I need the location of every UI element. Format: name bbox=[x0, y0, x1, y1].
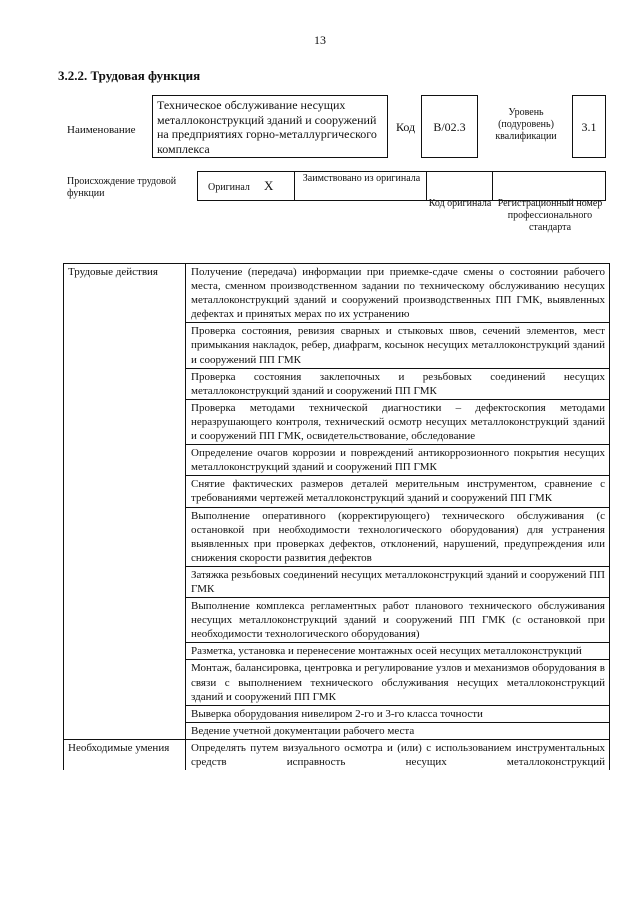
table-row bbox=[64, 264, 610, 323]
borrowed-cell bbox=[294, 171, 427, 201]
code-label: Код bbox=[396, 120, 416, 134]
skills-label: Необходимые умения bbox=[64, 739, 186, 770]
skill-1: Определять путем визуального осмотра и (или) с использованием инструментальных средств исправность несущих металлоконструкций bbox=[186, 739, 610, 770]
original-mark: X bbox=[264, 178, 274, 193]
table-row bbox=[64, 739, 610, 770]
labor-action-3: Проверка состояния заклепочных и резьбовых соединений несущих металлоконструкций зданий и сооружений ПП ГМК bbox=[186, 368, 610, 399]
labor-action-1: Получение (передача) информации при приемке-сдаче смены о состоянии рабочего места, сменном производственном задании по техническому обслуживанию несущих металлоконструкций зданий и сооружений производственных ПП ГМК, выявленных дефектах и принятых мерах по их устранению bbox=[186, 264, 610, 323]
origin-label: Происхождение трудовой функции bbox=[67, 176, 177, 199]
labor-action-4: Проверка методами технической диагностики – дефектоскопия методами неразрушающего контроля, технический осмотр несущих металлоконструкций зданий и сооружений ПП ГМК, освидетельствование, обследование bbox=[186, 399, 610, 444]
name-label: Наименование bbox=[67, 124, 136, 136]
level-box bbox=[572, 95, 606, 158]
page-number: 13 bbox=[314, 33, 326, 47]
labor-action-7: Выполнение оперативного (корректирующего) технического обслуживания (с остановкой при необходимости технологического оборудования) для устранения выявленных при проверках дефектов, отклонений, нарушений, предупреждения или снижения скорости развития дефектов bbox=[186, 507, 610, 566]
labor-action-2: Проверка состояния, ревизия сварных и стыковых швов, сечений элементов, мест примыкания накладок, ребер, диафрагм, косынок несущих металлоконструкций зданий и сооружений ПП ГМК bbox=[186, 323, 610, 368]
labor-action-10: Разметка, установка и перенесение монтажных осей несущих металлоконструкций bbox=[186, 643, 610, 660]
code-value: B/02.3 bbox=[433, 120, 466, 134]
reg-number-cell bbox=[492, 171, 606, 201]
code-original-cell bbox=[426, 171, 493, 201]
labor-action-11: Монтаж, балансировка, центровка и регулирование узлов и механизмов оборудования в связи с выполнением технического обслуживания несущих металлоконструкций зданий и сооружений ПП ГМК bbox=[186, 660, 610, 705]
labor-action-13: Ведение учетной документации рабочего места bbox=[186, 722, 610, 739]
labor-action-6: Снятие фактических размеров деталей мерительным инструментом, сравнение с требованиями чертежей металлоконструкций зданий и сооружений ПП ГМК bbox=[186, 476, 610, 507]
code-box bbox=[421, 95, 478, 158]
labor-actions-label: Трудовые действия bbox=[64, 264, 186, 740]
labor-action-9: Выполнение комплекса регламентных работ планового технического обслуживания несущих металлоконструкций зданий и сооружений ПП ГМК (с остановкой при необходимости технологического оборудования) bbox=[186, 598, 610, 643]
labor-action-8: Затяжка резьбовых соединений несущих металлоконструкций зданий и сооружений ПП ГМК bbox=[186, 566, 610, 597]
level-label: Уровень (подуровень) квалификации bbox=[495, 107, 557, 142]
borrowed-label: Заимствовано из оригинала bbox=[302, 173, 421, 184]
labor-action-5: Определение очагов коррозии и повреждений антикоррозионного покрытия несущих металлоконструкций зданий и сооружений ПП ГМК bbox=[186, 445, 610, 476]
section-title: 3.2.2. Трудовая функция bbox=[58, 68, 201, 83]
level-value: 3.1 bbox=[581, 120, 597, 134]
code-original-caption: Код оригинала bbox=[428, 198, 492, 209]
original-label: Оригинал bbox=[208, 182, 250, 193]
function-name-box bbox=[152, 95, 388, 158]
labor-action-12: Выверка оборудования нивелиром 2-го и 3-го класса точности bbox=[186, 705, 610, 722]
labor-function-table bbox=[63, 263, 610, 770]
function-name: Техническое обслуживание несущих металлоконструкций зданий и сооружений на предприятиях горно-металлургического комплекса bbox=[157, 98, 377, 156]
reg-number-caption: Регистрационный номер профессионального стандарта bbox=[497, 198, 603, 233]
original-cell bbox=[197, 171, 295, 201]
